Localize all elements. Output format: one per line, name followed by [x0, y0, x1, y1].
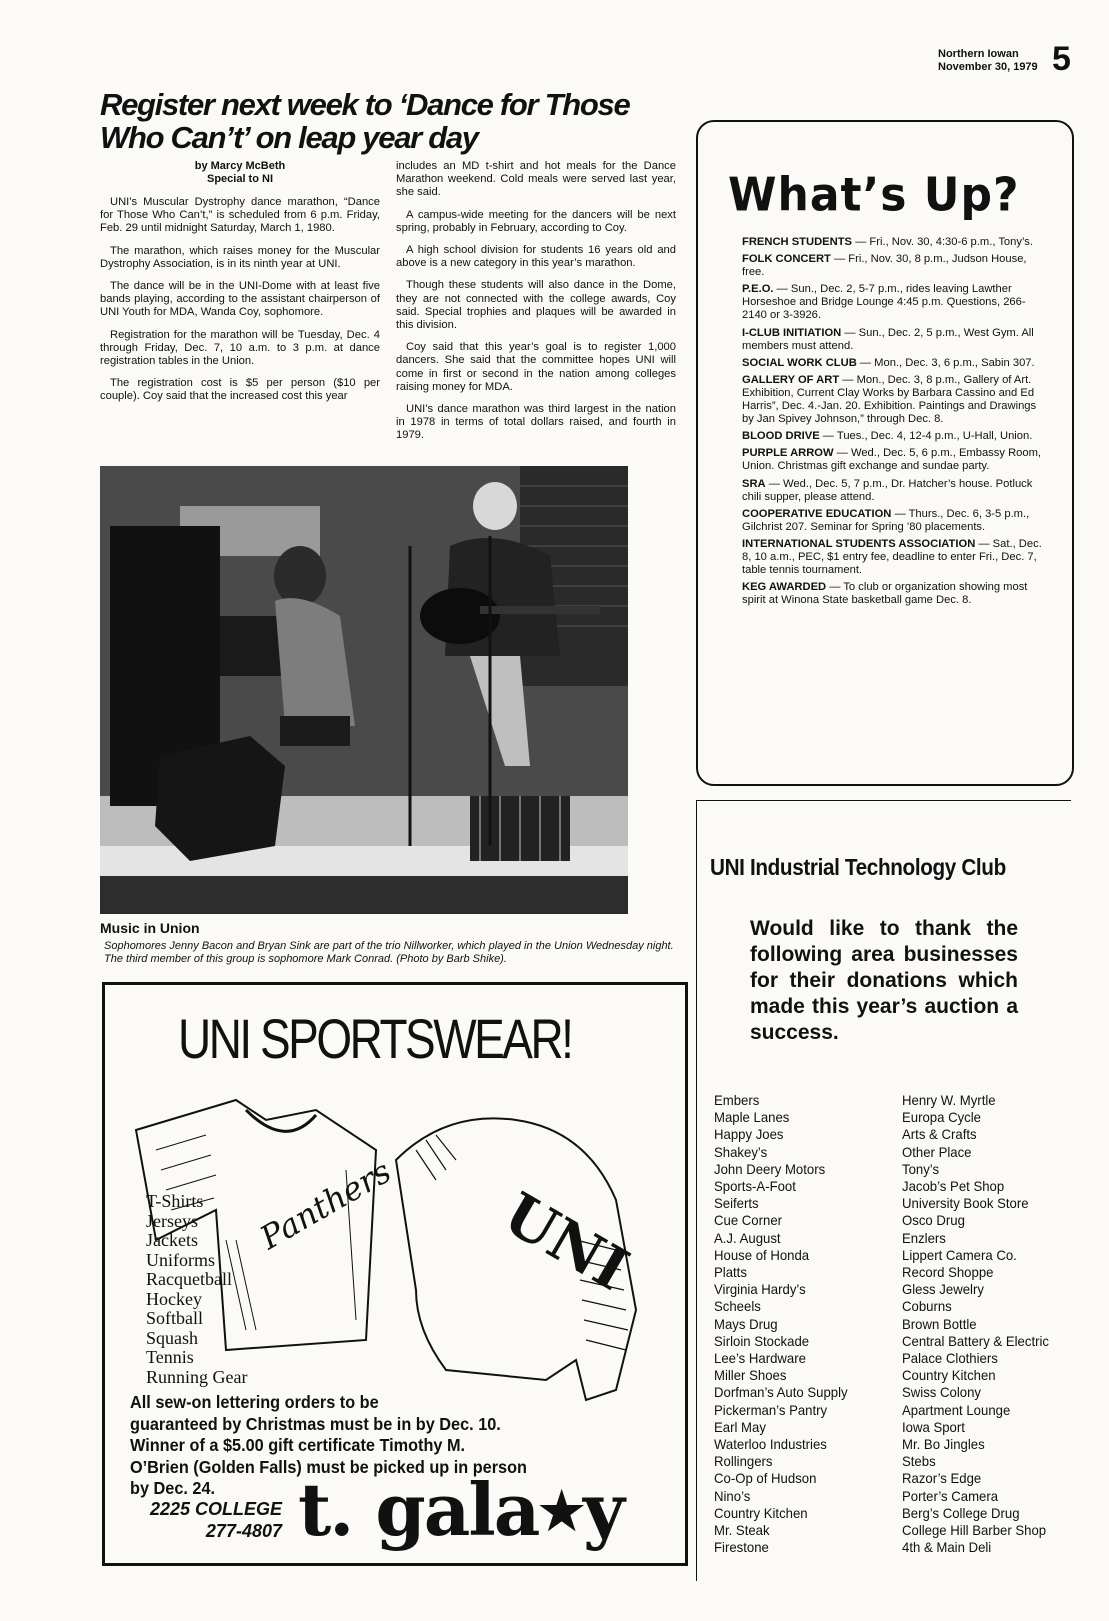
star-icon: ★ [538, 1481, 584, 1542]
business-name: Dorfman’s Auto Supply [714, 1384, 848, 1401]
page-number: 5 [1052, 40, 1071, 78]
event-name: SOCIAL WORK CLUB [742, 356, 857, 369]
photo-title: Music in Union [100, 920, 200, 936]
business-name: Apartment Lounge [902, 1401, 1011, 1418]
business-name: Country Kitchen [714, 1504, 808, 1521]
sportswear-ad-title: UNI SPORTSWEAR! [178, 1007, 572, 1070]
business-name: Lippert Camera Co. [902, 1246, 1017, 1263]
store-address [146, 1498, 282, 1542]
event-item [742, 478, 1048, 504]
business-name: Record Shoppe [902, 1264, 994, 1281]
business-name: Nino’s [714, 1487, 751, 1504]
product-item: Squash [146, 1327, 199, 1348]
promo-line: by Dec. 24. [130, 1478, 216, 1498]
event-item [742, 283, 1048, 322]
business-name: Sirloin Stockade [714, 1332, 810, 1349]
event-details: — Tues., Dec. 4, 12-4 p.m., U-Hall, Union. [819, 430, 1033, 443]
street-address: 2225 COLLEGE [149, 1499, 282, 1519]
business-name: College Hill Barber Shop [902, 1522, 1047, 1539]
product-item: Hockey [146, 1288, 202, 1309]
jacket-left-text: Panthers [253, 1152, 398, 1257]
business-name: Berg’s College Drug [902, 1504, 1020, 1521]
business-name: Arts & Crafts [902, 1126, 977, 1143]
article-photo [100, 466, 628, 914]
event-item [742, 508, 1048, 534]
event-details: — Mon., Dec. 3, 6 p.m., Sabin 307. [856, 356, 1035, 369]
whats-up-title: What’s Up? [728, 168, 1020, 223]
business-name: Porter’s Camera [902, 1487, 999, 1504]
byline-author: by Marcy McBeth [194, 160, 286, 172]
logo-text-start: t. gala [298, 1467, 539, 1552]
event-name: P.E.O. [742, 283, 774, 296]
business-name: 4th & Main Deli [902, 1539, 992, 1556]
issue-date: November 30, 1979 [938, 61, 1038, 73]
product-list [146, 1192, 247, 1387]
phone-number: 277-4807 [205, 1521, 282, 1541]
event-item [742, 357, 1048, 370]
event-name: COOPERATIVE EDUCATION [742, 507, 892, 520]
business-name: Maple Lanes [714, 1109, 790, 1126]
business-name: Osco Drug [902, 1212, 965, 1229]
business-name: Platts [714, 1264, 747, 1281]
article-column-1 [100, 196, 380, 458]
business-name: Miller Shoes [714, 1367, 787, 1384]
masthead [938, 48, 1038, 74]
business-name: Swiss Colony [902, 1384, 981, 1401]
business-name: Pickerman’s Pantry [714, 1401, 828, 1418]
product-item: Softball [146, 1308, 203, 1328]
business-name: Lee’s Hardware [714, 1350, 806, 1367]
business-name: Cue Corner [714, 1212, 783, 1229]
paragraph: A high school division for students 16 years old and above is a new category in this year’s marathon. [396, 244, 676, 270]
product-item: Jackets [146, 1230, 198, 1250]
event-details: — Sun., Dec. 2, 5 p.m., West Gym. All members must attend. [742, 326, 1034, 352]
product-item: Tennis [146, 1347, 194, 1367]
business-name: Rollingers [714, 1453, 773, 1470]
business-name: University Book Store [902, 1195, 1029, 1212]
event-name: SRA [742, 477, 766, 490]
business-name: Brown Bottle [902, 1315, 977, 1332]
store-logo [298, 1467, 623, 1552]
business-name: House of Honda [714, 1246, 810, 1263]
article-column-2 [396, 160, 676, 458]
business-name: Firestone [714, 1539, 769, 1556]
paragraph: The dance will be in the UNI-Dome with at least five bands playing, according to the assistant chairperson of UNI Youth for MDA, Wanda Coy, sophomore. [100, 280, 380, 319]
business-name: Stebs [902, 1453, 936, 1470]
business-name: A.J. August [714, 1229, 781, 1246]
paragraph: Though these students will also dance in the Dome, they are not connected with the college awards, Coy said. Special trophies and plaques will be awarded in this division. [396, 279, 676, 332]
business-name: Mr. Steak [714, 1522, 770, 1539]
paragraph: The marathon, which raises money for the Muscular Dystrophy Association, is in its ninth year at UNI. [100, 244, 380, 270]
event-details: — Wed., Dec. 5, 7 p.m., Dr. Hatcher’s house. Potluck chili supper, please attend. [742, 477, 1033, 503]
business-name: Europa Cycle [902, 1109, 982, 1126]
promo-line: All sew-on lettering orders to be [130, 1392, 379, 1412]
event-item [742, 538, 1048, 577]
business-name: Henry W. Myrtle [902, 1092, 996, 1108]
event-item [742, 430, 1048, 443]
event-item [742, 447, 1048, 473]
business-name: John Deery Motors [714, 1160, 826, 1177]
product-item: Jerseys [146, 1210, 198, 1231]
event-details: — Sun., Dec. 2, 5-7 p.m., rides leaving Lawther Horseshoe and Bridge Lounge 4:45 p.m. Questions, 266-2140 or 3-3926. [742, 283, 1026, 322]
event-item [742, 253, 1048, 279]
jacket-right-text: UNI [492, 1179, 640, 1304]
promo-line: O’Brien (Golden Falls) must be picked up in person [130, 1456, 527, 1477]
paragraph: The registration cost is $5 per person ($10 per couple). Coy said that the increased cost this year [100, 377, 380, 403]
event-details: — Fri., Nov. 30, 4:30-6 p.m., Tony’s. [852, 236, 1033, 248]
paragraph: UNI’s Muscular Dystrophy dance marathon, “Dance for Those Who Can’t,” is scheduled from 6 p.m. Friday, Feb. 29 until midnight Saturday, March 1, 1980. [100, 196, 380, 235]
event-name: PURPLE ARROW [742, 447, 834, 460]
product-item: T-Shirts [146, 1191, 204, 1211]
logo-text-end: y [583, 1467, 623, 1552]
business-name: Happy Joes [714, 1126, 784, 1143]
event-item [742, 374, 1048, 426]
event-details: — Thurs., Dec. 6, 3-5 p.m., Gilchrist 207. Seminar for Spring ’80 placements. [742, 507, 1030, 533]
business-list-left [714, 1092, 893, 1556]
byline-special: Special to NI [206, 173, 274, 185]
paper-name: Northern Iowan [938, 48, 1019, 60]
business-name: Jacob’s Pet Shop [902, 1178, 1005, 1195]
event-details: — Sat., Dec. 8, 10 a.m., PEC, $1 entry fee, deadline to enter Fri., Dec. 7, table tennis tournament. [742, 537, 1042, 577]
business-name: Shakey’s [714, 1143, 768, 1160]
paragraph: Coy said that this year’s goal is to register 1,000 dancers. She said that the committee hopes UNI will come in first or second in the nation among colleges raising money for MDA. [396, 341, 676, 393]
promo-line: Winner of a $5.00 gift certificate Timothy M. [130, 1435, 466, 1455]
event-details: — Fri., Nov. 30, 8 p.m., Judson House, free. [742, 253, 1027, 279]
business-list-right [902, 1092, 1090, 1556]
product-item: Uniforms [146, 1249, 215, 1270]
paragraph: A campus-wide meeting for the dancers will be next spring, probably in February, according to Coy. [396, 208, 676, 234]
business-name: Palace Clothiers [902, 1350, 998, 1367]
business-name: Coburns [902, 1298, 952, 1315]
event-item [742, 236, 1048, 249]
business-name: Virginia Hardy’s [714, 1281, 806, 1298]
business-name: Sports-A-Foot [714, 1178, 796, 1195]
event-item [742, 581, 1048, 607]
business-name: Seiferts [714, 1195, 759, 1212]
article-headline: Register next week to ‘Dance for Those Who Can’t’ on leap year day [100, 87, 630, 155]
business-name: Mays Drug [714, 1315, 778, 1332]
event-name: I-CLUB INITIATION [742, 326, 842, 339]
business-name: Gless Jewelry [902, 1281, 984, 1298]
business-name: Tony’s [902, 1160, 940, 1177]
business-name: Other Place [902, 1143, 972, 1160]
paragraph: UNI’s dance marathon was third largest in the nation in 1978 in terms of total dollars raised, and fourth in 1979. [396, 403, 676, 442]
business-name: Iowa Sport [902, 1418, 965, 1435]
byline [100, 160, 380, 186]
business-name: Waterloo Industries [714, 1436, 827, 1453]
itc-ad-title: UNI Industrial Technology Club [710, 854, 1006, 880]
event-details: — Mon., Dec. 3, 8 p.m., Gallery of Art. Exhibition, Current Clay Works by Barbara Cassino and Ed Harris”, Dec. 4.-Jan. 20. Exhibition. Paintings and Drawings by Jan Spivey Johnson,” through Dec. 8. [742, 373, 1037, 426]
paragraph: Registration for the marathon will be Tuesday, Dec. 4 through Friday, Dec. 7, 10 a.m. to 3 p.m. at dance registration tables in the Union. [100, 328, 380, 368]
business-name: Central Battery & Electric [902, 1332, 1050, 1349]
event-name: FOLK CONCERT [742, 253, 831, 266]
business-name: Earl May [714, 1418, 766, 1435]
events-list [742, 236, 1048, 611]
event-details: — To club or organization showing most spirit at Winona State basketball game Dec. 8. [742, 581, 1028, 607]
product-item: Racquetball [146, 1269, 232, 1289]
event-name: KEG AWARDED [742, 581, 827, 594]
itc-ad-body: Would like to thank the following area businesses for their donations which made this year’s auction a success. [750, 917, 1018, 1044]
business-name: Embers [714, 1092, 760, 1108]
promo-line: guaranteed by Christmas must be in by Dec. 10. [130, 1413, 501, 1434]
photo-caption: Sophomores Jenny Bacon and Bryan Sink are part of the trio Nillworker, which played in the Union Wednesday night. The third member of this group is sophomore Mark Conrad. (Photo by Barb Shike). [104, 940, 674, 965]
event-item [742, 327, 1048, 353]
event-name: BLOOD DRIVE [742, 430, 820, 443]
business-name: Mr. Bo Jingles [902, 1436, 985, 1453]
event-name: FRENCH STUDENTS [742, 236, 853, 248]
business-name: Country Kitchen [902, 1367, 996, 1384]
paragraph: includes an MD t-shirt and hot meals for the Dance Marathon weekend. Cold meals were served last year, she said. [396, 160, 676, 199]
business-name: Enzlers [902, 1229, 946, 1246]
business-name: Co-Op of Hudson [714, 1470, 817, 1487]
business-name: Scheels [714, 1298, 761, 1315]
event-name: INTERNATIONAL STUDENTS ASSOCIATION [742, 537, 976, 550]
business-name: Razor’s Edge [902, 1470, 982, 1487]
product-item: Running Gear [146, 1366, 248, 1387]
event-name: GALLERY OF ART [742, 373, 840, 386]
event-details: — Wed., Dec. 5, 6 p.m., Embassy Room, Union. Christmas gift exchange and sundae party. [742, 447, 1042, 473]
